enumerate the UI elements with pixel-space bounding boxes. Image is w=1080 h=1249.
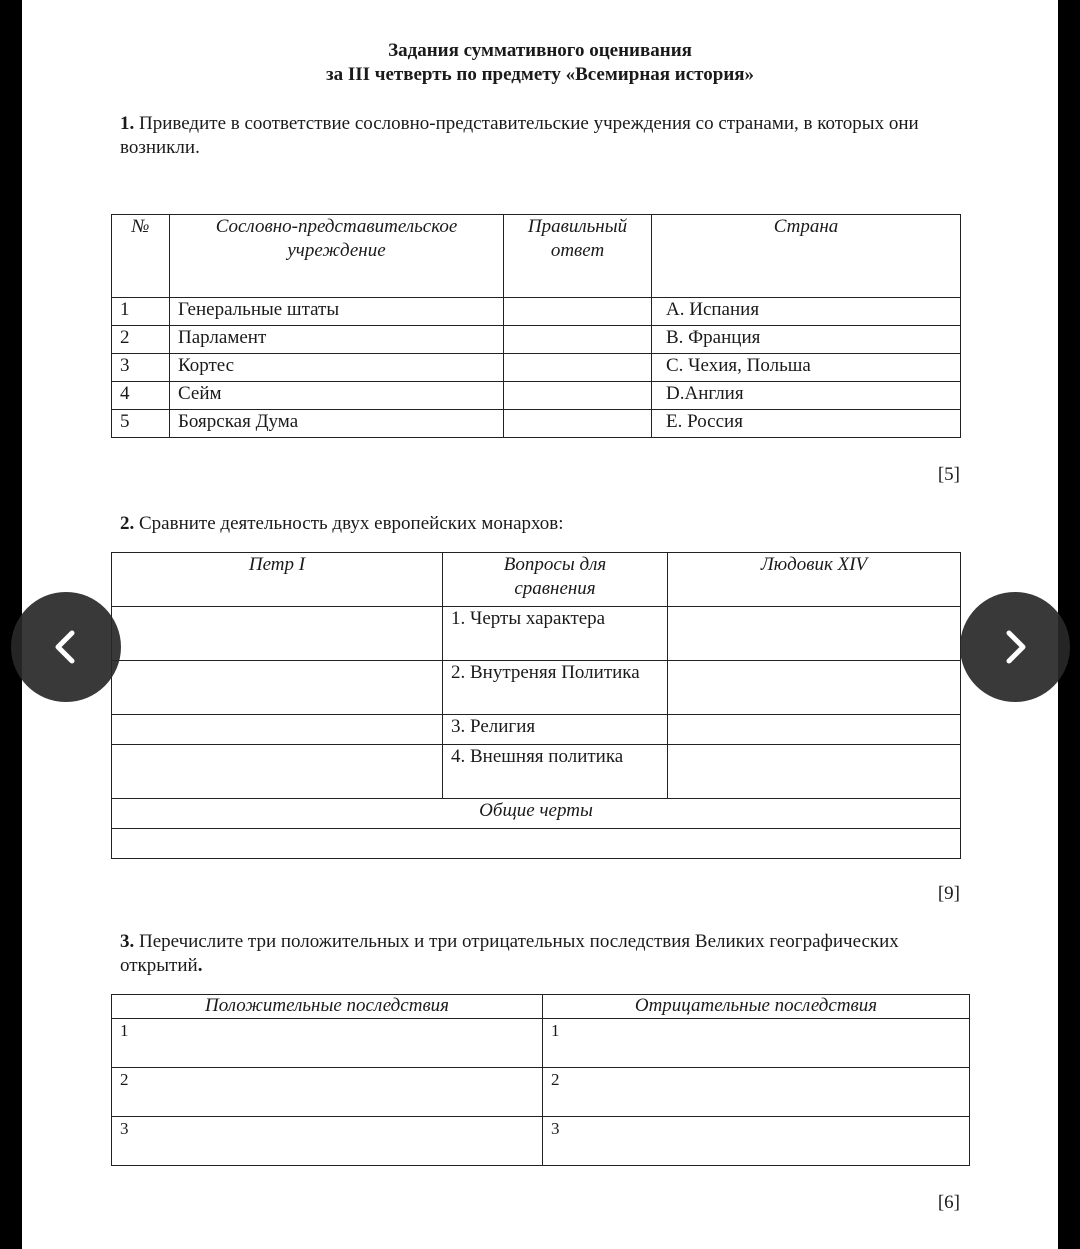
t2-header-louis: Людовик XIV	[668, 553, 961, 607]
common-features-cell[interactable]	[112, 829, 961, 859]
t3-header-negative: Отрицательные последствия	[543, 995, 970, 1019]
prev-page-button[interactable]	[11, 592, 121, 702]
table-row	[112, 1068, 970, 1117]
answer-cell[interactable]	[504, 298, 652, 326]
table-row	[112, 1117, 970, 1166]
table-row: 1. Черты характера	[112, 607, 961, 661]
positive-cell[interactable]: 2	[112, 1068, 543, 1117]
doc-title-line2: за III четверть по предмету «Всемирная история»	[325, 64, 755, 85]
positive-cell[interactable]: 3	[112, 1117, 543, 1166]
table-row: 3 Кортес С. Чехия, Польша	[112, 354, 961, 382]
task1-table	[111, 214, 961, 438]
t3-header-positive: Положительные последствия	[112, 995, 543, 1019]
table-row: 2 Парламент В. Франция	[112, 326, 961, 354]
peter-answer-cell[interactable]	[112, 661, 443, 715]
doc-title-line1: Задания суммативного оценивания	[388, 40, 692, 61]
chevron-left-icon	[46, 627, 86, 667]
table-row: 4 Сейм D.Англия	[112, 382, 961, 410]
task1-text	[120, 112, 920, 160]
louis-answer-cell[interactable]	[668, 745, 961, 799]
t1-header-answer: Правильный ответ	[504, 215, 652, 298]
positive-cell[interactable]: 1	[112, 1019, 543, 1068]
task3-instruction: Перечислите три положительных и три отрицательных последствия Великих	[134, 931, 770, 952]
next-page-button[interactable]	[960, 592, 1070, 702]
louis-answer-cell[interactable]	[668, 607, 961, 661]
task2-instruction: Сравните деятельность двух европейских монархов:	[134, 513, 564, 534]
negative-cell[interactable]: 1	[543, 1019, 970, 1068]
answer-cell[interactable]	[504, 410, 652, 438]
task3-score: [6]	[937, 1192, 960, 1213]
task2-number: 2.	[120, 513, 135, 534]
peter-answer-cell[interactable]	[112, 715, 443, 745]
t2-header-questions: Вопросы для сравнения	[443, 553, 668, 607]
table-row: 1 Генеральные штаты А. Испания	[112, 298, 961, 326]
table-row	[112, 1019, 970, 1068]
t1-header-country: Страна	[652, 215, 961, 298]
common-features-header: Общие черты	[112, 799, 961, 829]
document-page	[22, 0, 1058, 1249]
table-row: 3. Религия	[112, 715, 961, 745]
t2-header-peter: Петр I	[112, 553, 443, 607]
louis-answer-cell[interactable]	[668, 715, 961, 745]
task2-score: [9]	[937, 883, 960, 904]
task1-score: [5]	[937, 464, 960, 485]
task1-number: 1.	[120, 113, 135, 134]
answer-cell[interactable]	[504, 326, 652, 354]
t1-header-num: №	[112, 215, 170, 298]
answer-cell[interactable]	[504, 382, 652, 410]
task3-number: 3.	[120, 931, 135, 952]
task3-text: 3. Перечислите три положительных и три отрицательных последствия Великих географических открытий.	[120, 931, 899, 976]
peter-answer-cell[interactable]	[112, 607, 443, 661]
t1-header-institution: Сословно-представительское учреждение	[170, 215, 504, 298]
task3-instruction-tail: географических открытий	[120, 931, 899, 976]
table-row: 4. Внешняя политика	[112, 745, 961, 799]
task1-instruction: Приведите в соответствие сословно-представительские учреждения со странами, в которых они возникли.	[120, 113, 919, 158]
task3-table	[111, 994, 970, 1166]
negative-cell[interactable]: 3	[543, 1117, 970, 1166]
table-row: 5 Боярская Дума Е. Россия	[112, 410, 961, 438]
negative-cell[interactable]: 2	[543, 1068, 970, 1117]
task2-text	[120, 512, 920, 536]
table-row: 2. Внутреняя Политика	[112, 661, 961, 715]
peter-answer-cell[interactable]	[112, 745, 443, 799]
task2-table	[111, 552, 961, 859]
chevron-right-icon	[995, 627, 1035, 667]
answer-cell[interactable]	[504, 354, 652, 382]
louis-answer-cell[interactable]	[668, 661, 961, 715]
